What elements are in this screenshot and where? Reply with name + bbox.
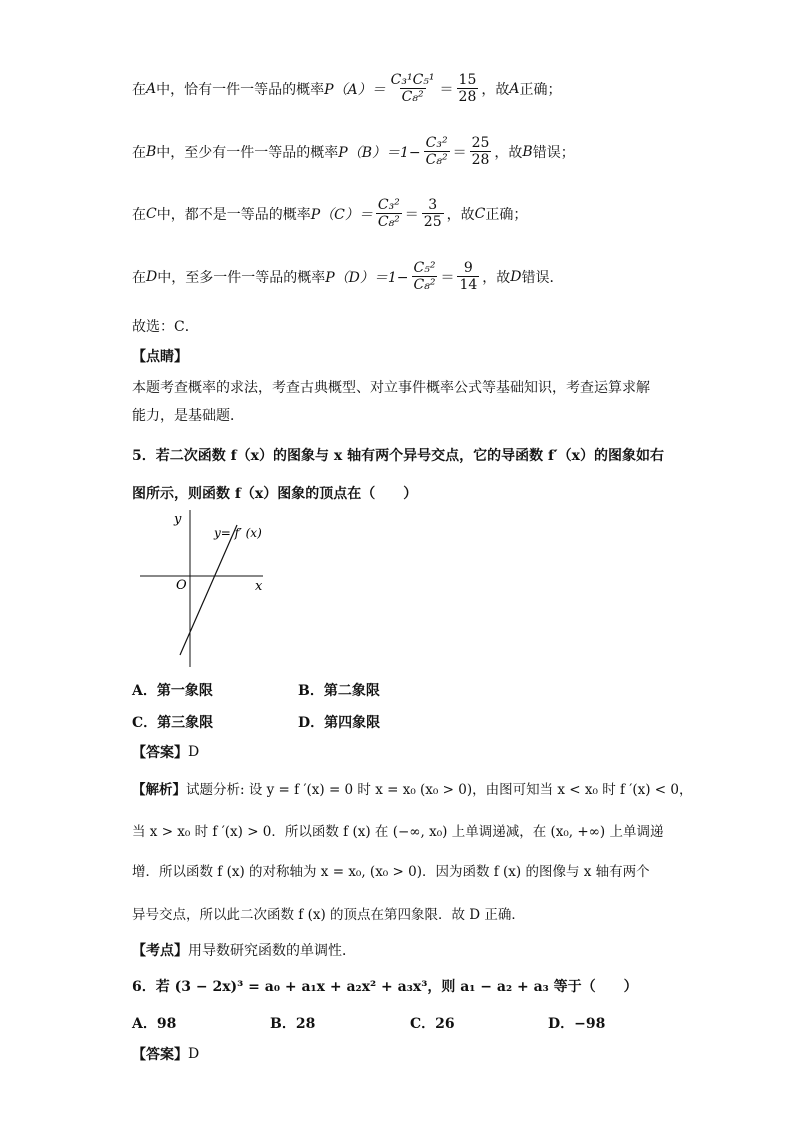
text: 错误． xyxy=(521,269,564,286)
text: ＝ xyxy=(440,269,455,286)
numerator: 9 xyxy=(463,260,473,276)
denominator: C₈² xyxy=(401,89,424,105)
denominator: C₈² xyxy=(377,214,400,230)
text: ，故 xyxy=(446,206,475,223)
text: 在 xyxy=(132,206,146,223)
fraction xyxy=(422,197,444,230)
text: ＝ xyxy=(439,81,454,98)
q5-jiexi-line4: 异号交点，所以此二次函数 f (x) 的顶点在第四象限．故 D 正确． xyxy=(132,907,525,923)
denominator: 14 xyxy=(459,277,478,293)
q6-option-d: D．−98 xyxy=(548,1016,606,1032)
q5-jiexi-line2: 当 x > x₀ 时 f ′(x) > 0．所以函数 f (x) 在 (−∞, x₀) 上单调递减，在 (x₀, +∞) 上单调递 xyxy=(132,824,664,840)
text: C xyxy=(146,205,157,222)
q5-option-c: C．第三象限 xyxy=(132,715,214,731)
text: P（B）＝1− xyxy=(338,144,421,161)
solution-line-a xyxy=(132,72,561,105)
derivative-graph xyxy=(130,505,280,670)
text: 正确； xyxy=(519,81,562,98)
fraction xyxy=(376,197,402,230)
text: ，故 xyxy=(482,269,511,286)
text: 中，恰有一件一等品的概率 xyxy=(156,81,325,98)
fraction xyxy=(457,72,479,105)
q5-jiexi-line3: 增．所以函数 f (x) 的对称轴为 x = x₀, (x₀ > 0)．因为函数 f (x) 的图像与 x 轴有两个 xyxy=(132,864,650,880)
text: P（A）＝ xyxy=(324,81,386,98)
q6-option-a: A．98 xyxy=(132,1016,177,1032)
q6-answer xyxy=(132,1044,199,1064)
q5-jiexi-line1 xyxy=(132,778,692,798)
fraction xyxy=(389,72,437,105)
text: A xyxy=(146,80,157,97)
answer-value: D xyxy=(188,1046,200,1062)
text: B xyxy=(146,143,157,160)
dianjing-text: 本题考查概率的求法，考查古典概型、对立事件概率公式等基础知识，考查运算求解能力，是基础题． xyxy=(132,380,650,424)
q5-stem-line2: 图所示，则函数 f（x）图象的顶点在（ ） xyxy=(132,486,418,502)
text: P（D）＝1− xyxy=(325,269,409,286)
text: ＝ xyxy=(404,206,419,223)
text: 中，至少有一件一等品的概率 xyxy=(156,144,339,161)
numerator: C₃¹C₅¹ xyxy=(390,72,435,88)
q6-option-b: B．28 xyxy=(270,1016,316,1032)
fraction xyxy=(412,260,438,293)
denominator: 28 xyxy=(471,152,490,168)
fraction xyxy=(470,135,492,168)
jiexi-tag: 【解析】 xyxy=(132,782,186,798)
text: B xyxy=(522,143,533,160)
q6-stem: 6．若 (3 − 2x)³ = a₀ + a₁x + a₂x² + a₃x³，则 a₁ − a₂ + a₃ 等于（ ） xyxy=(132,979,638,995)
text: 中，都不是一等品的概率 xyxy=(156,206,311,223)
solution-line-d xyxy=(132,260,564,293)
derivative-line xyxy=(180,525,237,655)
text: ＝ xyxy=(452,144,467,161)
text: 正确； xyxy=(485,206,528,223)
fraction xyxy=(457,260,479,293)
denominator: 28 xyxy=(458,89,477,105)
q5-option-a: A．第一象限 xyxy=(132,683,213,699)
q5-option-b: B．第二象限 xyxy=(298,683,380,699)
numerator: C₃² xyxy=(377,197,400,213)
q5-option-d: D．第四象限 xyxy=(298,715,381,731)
text: 在 xyxy=(132,269,146,286)
denominator: C₈² xyxy=(425,152,448,168)
text: ，故 xyxy=(481,81,510,98)
curve-label: y= f′ (x) xyxy=(214,526,262,540)
q5-stem-line1: 5．若二次函数 f（x）的图象与 x 轴有两个异号交点，它的导函数 f′（x）的图象如右 xyxy=(132,448,665,464)
text: C xyxy=(474,205,486,222)
choice-line: 故选：C． xyxy=(132,319,199,335)
text: P（C）＝ xyxy=(310,206,373,223)
numerator: C₅² xyxy=(413,260,436,276)
text: 试题分析: 设 y = f ′(x) = 0 时 x = x₀ (x₀ > 0)，由图可知当 x < x₀ 时 f ′(x) < 0， xyxy=(186,782,693,798)
numerator: 3 xyxy=(428,197,438,213)
denominator: C₈² xyxy=(413,277,436,293)
denominator: 25 xyxy=(423,214,442,230)
text: ，故 xyxy=(494,144,523,161)
kaodian-tag: 【考点】 xyxy=(132,943,188,959)
origin-label: O xyxy=(176,578,187,593)
q5-answer xyxy=(132,742,199,762)
numerator: 25 xyxy=(471,135,490,151)
q5-kaodian xyxy=(132,940,356,960)
text: D xyxy=(146,268,158,285)
x-axis-label: x xyxy=(255,579,263,594)
solution-line-c xyxy=(132,197,527,230)
text: 在 xyxy=(132,144,146,161)
numerator: 15 xyxy=(458,72,477,88)
text: 中，至多一件一等品的概率 xyxy=(157,269,326,286)
answer-value: D xyxy=(188,744,200,760)
kaodian-text: 用导数研究函数的单调性． xyxy=(188,943,356,959)
text: 错误； xyxy=(532,144,575,161)
y-axis-label: y xyxy=(174,512,182,527)
fraction xyxy=(424,135,450,168)
dianjing-tag: 【点睛】 xyxy=(132,349,188,365)
answer-tag: 【答案】 xyxy=(132,1047,188,1063)
solution-line-b xyxy=(132,135,575,168)
text: 在 xyxy=(132,81,146,98)
text: A xyxy=(509,80,520,97)
text: D xyxy=(510,268,522,285)
answer-tag: 【答案】 xyxy=(132,745,188,761)
numerator: C₃² xyxy=(425,135,448,151)
q6-option-c: C．26 xyxy=(410,1016,455,1032)
